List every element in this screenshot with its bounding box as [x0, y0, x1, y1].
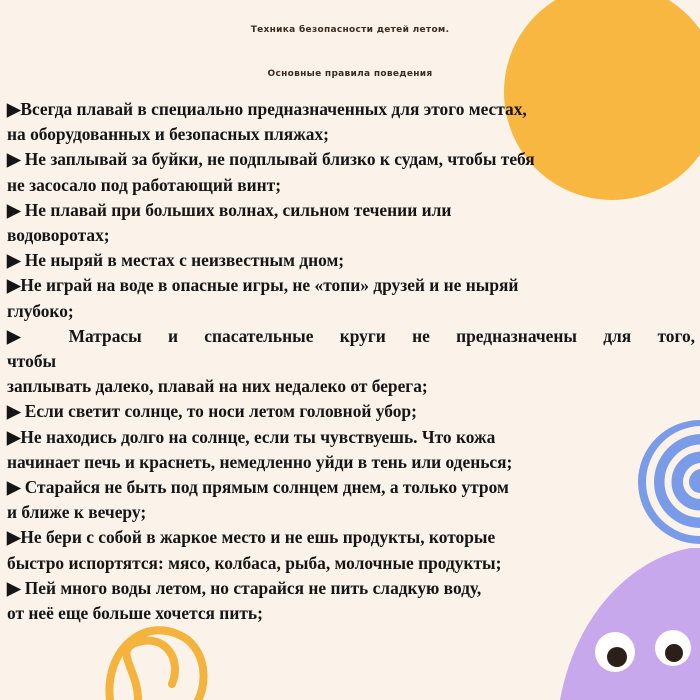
rule-line: и ближе к вечеру; — [7, 502, 147, 523]
rule-line: ▶ Пей много воды летом, но старайся не пить сладкую воду, — [7, 577, 482, 598]
rule-line: не засосало под работающий винт; — [7, 174, 281, 195]
rule-line: ▶ Не заплывай за буйки, не подплывай близко к судам, чтобы тебя — [7, 149, 535, 170]
rule-line: ▶ Не ныряй в местах с неизвестным дном; — [7, 250, 345, 271]
rule-line: от неё еще больше хочется пить; — [7, 603, 263, 624]
yellow-swirl-icon — [109, 630, 203, 700]
rule-line: на оборудованных и безопасных пляжах; — [7, 124, 329, 145]
page-title — [0, 8, 700, 96]
rule-line: ▶Не играй на воде в опасные игры, не «топи» друзей и не ныряй — [7, 275, 519, 296]
rule-line: чтобы — [7, 351, 57, 372]
rule-line: ▶ Не плавай при больших волнах, сильном течении или — [7, 199, 452, 220]
rule-line: ▶ Матрасы и спасательные круги не предназначены для того, — [7, 325, 695, 346]
title-line-2: Основные правила поведения — [267, 69, 433, 79]
rule-line: глубоко; — [7, 300, 74, 321]
rule-line: ▶Всегда плавай в специально предназначенных для этого местах, — [7, 99, 527, 119]
rule-line: водоворотах; — [7, 225, 110, 246]
rule-line: ▶Не бери с собой в жаркое место и не ешь продукты, которые — [7, 527, 496, 548]
rule-line: быстро испортятся: мясо, колбаса, рыба, молочные продукты; — [7, 552, 502, 573]
rule-line: ▶ Если светит солнце, то носи летом головной убор; — [7, 401, 417, 422]
rule-line: ▶Не находись долго на солнце, если ты чувствуешь. Что кожа — [7, 426, 496, 447]
title-line-1: Техника безопасности детей летом. — [250, 25, 450, 35]
rule-line: начинает печь и краснеть, немедленно уйди в тень или оденься; — [7, 451, 513, 472]
rule-line: заплывать далеко, плавай на них недалеко от берега; — [7, 376, 428, 397]
safety-rules-list — [7, 97, 695, 626]
rule-line: ▶ Старайся не быть под прямым солнцем днем, а только утром — [7, 477, 509, 498]
